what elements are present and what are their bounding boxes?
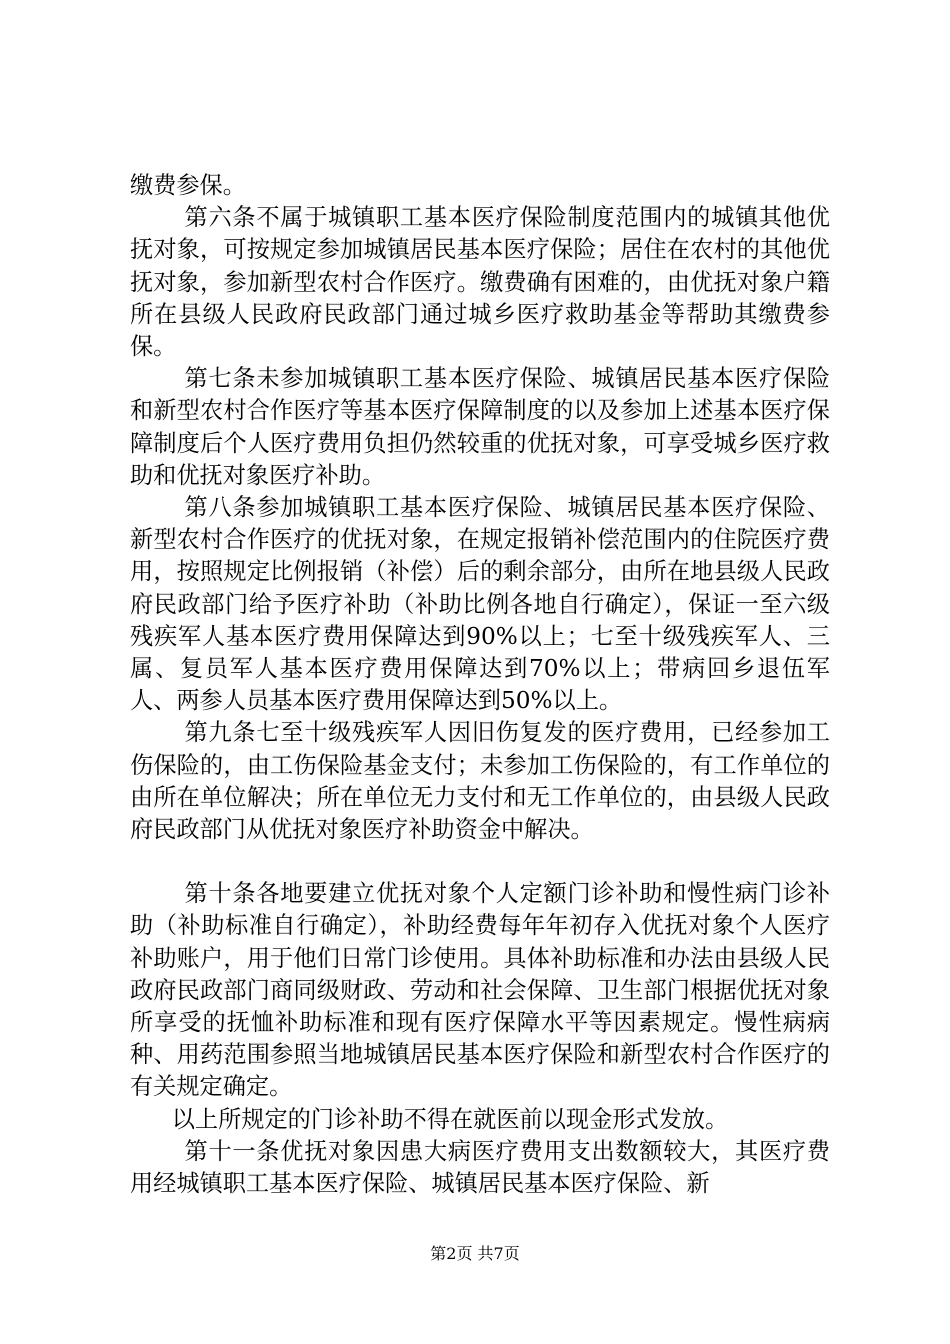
paragraph-continuation: 缴费参保。 bbox=[130, 172, 246, 199]
paragraph-outpatient-note: 以上所规定的门诊补助不得在就医前以现金形式发放。 bbox=[171, 1105, 729, 1133]
page-number: 第2页 共7页 bbox=[430, 1244, 520, 1263]
document-body bbox=[130, 170, 830, 1200]
paragraph-article-6: 第六条不属于城镇职工基本医疗保险制度范围内的城镇其他优抚对象，可按规定参加城镇居民基本医疗保险；居住在农村的其他优抚对象，参加新型农村合作医疗。缴费确有困难的，由优抚对象户籍所在县级人民政府民政部门通过城乡医疗救助基金等帮助其缴费参保。 bbox=[130, 204, 830, 361]
paragraph-article-9: 第九条七至十级残疾军人因旧伤复发的医疗费用，已经参加工伤保险的，由工伤保险基金支付；未参加工伤保险的，有工作单位的由所在单位解决；所在单位无力支付和无工作单位的，由县级人民政府民政部门从优抚对象医疗补助资金中解决。 bbox=[130, 719, 830, 844]
page-footer bbox=[0, 1244, 950, 1264]
paragraph-article-8: 第八条参加城镇职工基本医疗保险、城镇居民基本医疗保险、新型农村合作医疗的优抚对象，在规定报销补偿范围内的住院医疗费用，按照规定比例报销（补偿）后的剩余部分，由所在地县级人民政府民政部门给予医疗补助（补助比例各地自行确定），保证一至六级残疾军人基本医疗费用保障达到90%以上；七至十级残疾军人、三属、复员军人基本医疗费用保障达到70%以上；带病回乡退伍军人、两参人员基本医疗费用保障达到50%以上。 bbox=[130, 494, 830, 715]
paragraph-article-10: 第十条各地要建立优抚对象个人定额门诊补助和慢性病门诊补助（补助标准自行确定），补助经费每年年初存入优抚对象个人医疗补助账户，用于他们日常门诊使用。具体补助标准和办法由县级人民政府民政部门商同级财政、劳动和社会保障、卫生部门根据优抚对象所享受的抚恤补助标准和现有医疗保障水平等因素规定。慢性病病种、用药范围参照当地城镇居民基本医疗保险和新型农村合作医疗的有关规定确定。 bbox=[130, 880, 830, 1101]
paragraph-article-11: 第十一条优抚对象因患大病医疗费用支出数额较大，其医疗费用经城镇职工基本医疗保险、城镇居民基本医疗保险、新 bbox=[130, 1137, 830, 1198]
paragraph-spacer bbox=[130, 846, 830, 878]
paragraph-article-7: 第七条未参加城镇职工基本医疗保险、城镇居民基本医疗保险和新型农村合作医疗等基本医疗保障制度的以及参加上述基本医疗保障制度后个人医疗费用负担仍然较重的优抚对象，可享受城乡医疗救助和优抚对象医疗补助。 bbox=[130, 365, 830, 489]
